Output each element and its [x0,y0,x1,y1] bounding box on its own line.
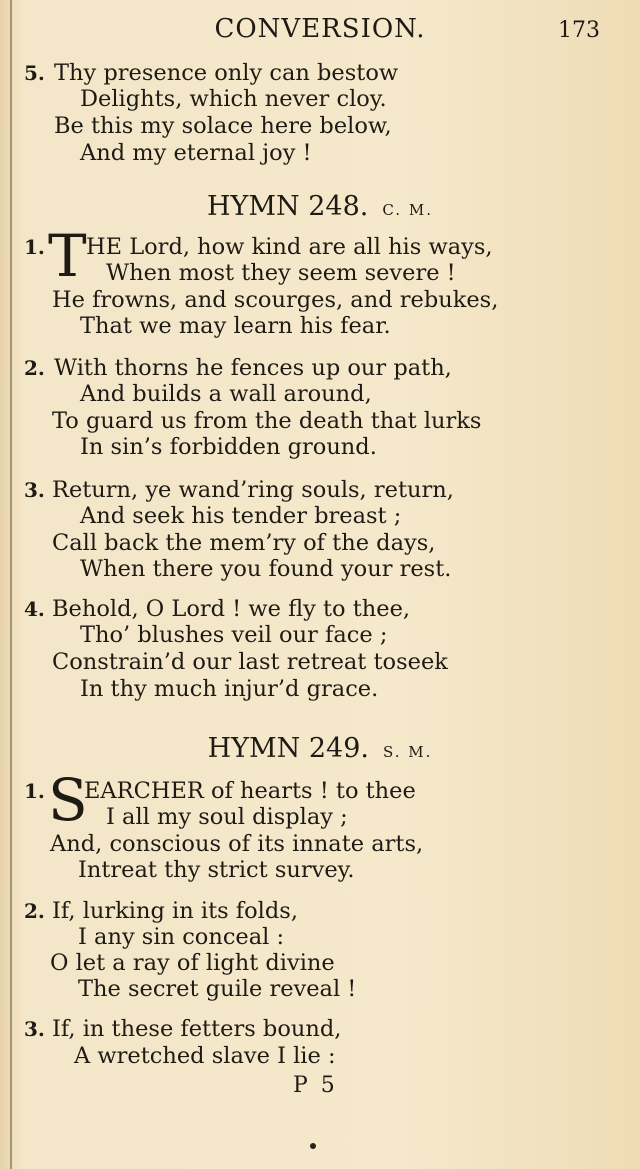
verse-line: Intreat thy strict survey. [78,857,355,883]
verse-line: If, lurking in its folds, [52,898,298,924]
verse-line: Constrain’d our last retreat toseek [52,649,448,675]
verse-line: The secret guile reveal ! [78,976,357,1002]
page-speck [310,1143,316,1149]
page-edge-rule [10,0,12,1169]
verse-line: In thy much injur’d grace. [80,676,379,702]
verse-line: I all my soul display ; [106,804,348,830]
verse-line: Delights, which never cloy. [80,86,387,112]
verse-line: Call back the mem’ry of the days, [52,530,436,556]
stanza-number: 4. [24,597,45,621]
stanza-number: 3. [24,478,45,502]
stanza-number: 1. [24,235,45,259]
stanza-number: 5. [24,61,45,85]
verse-line: Be this my solace here below, [54,113,392,139]
hymn-heading [0,733,640,764]
verse-line: Tho’ blushes veil our face ; [80,622,388,648]
signature-mark: P 5 [293,1073,338,1098]
stanza-number: 2. [24,356,45,380]
verse-line: When there you found your rest. [80,556,452,582]
verse-line: In sin’s forbidden ground. [80,434,377,460]
stanza-number: 2. [24,899,45,923]
verse-line: And seek his tender breast ; [80,503,402,529]
hymn-meter: S. M. [382,743,433,761]
verse-line: O let a ray of light divine [50,950,335,976]
drop-cap: S [48,766,88,834]
verse-line: I any sin conceal : [78,924,285,950]
verse-line: HE Lord, how kind are all his ways, [86,234,493,260]
verse-line: And builds a wall around, [80,381,372,407]
verse-line: He frowns, and scourges, and rebukes, [52,287,499,313]
verse-line: Thy presence only can bestow [54,60,399,86]
stanza-number: 3. [24,1017,45,1041]
verse-line: Behold, O Lord ! we fly to thee, [52,596,411,622]
verse-line: And, conscious of its innate arts, [50,831,424,857]
running-head: CONVERSION. [214,14,426,44]
verse-line: If, in these fetters bound, [52,1016,342,1042]
page-number: 173 [558,18,600,43]
hymn-title: HYMN 248. [207,191,369,222]
stanza-number: 1. [24,779,45,803]
drop-cap: T [48,222,87,290]
hymn-title: HYMN 249. [207,733,369,764]
hymn-heading [0,191,640,222]
verse-line: A wretched slave I lie : [74,1043,336,1069]
verse-line: When most they seem severe ! [106,260,456,286]
verse-line: With thorns he fences up our path, [54,355,452,381]
hymn-meter: C. M. [382,201,433,219]
verse-line: Return, ye wand’ring souls, return, [52,477,454,503]
verse-line: That we may learn his fear. [80,313,391,339]
verse-line: EARCHER of hearts ! to thee [84,778,416,804]
verse-line: To guard us from the death that lurks [52,408,482,434]
verse-line: And my eternal joy ! [80,140,312,166]
